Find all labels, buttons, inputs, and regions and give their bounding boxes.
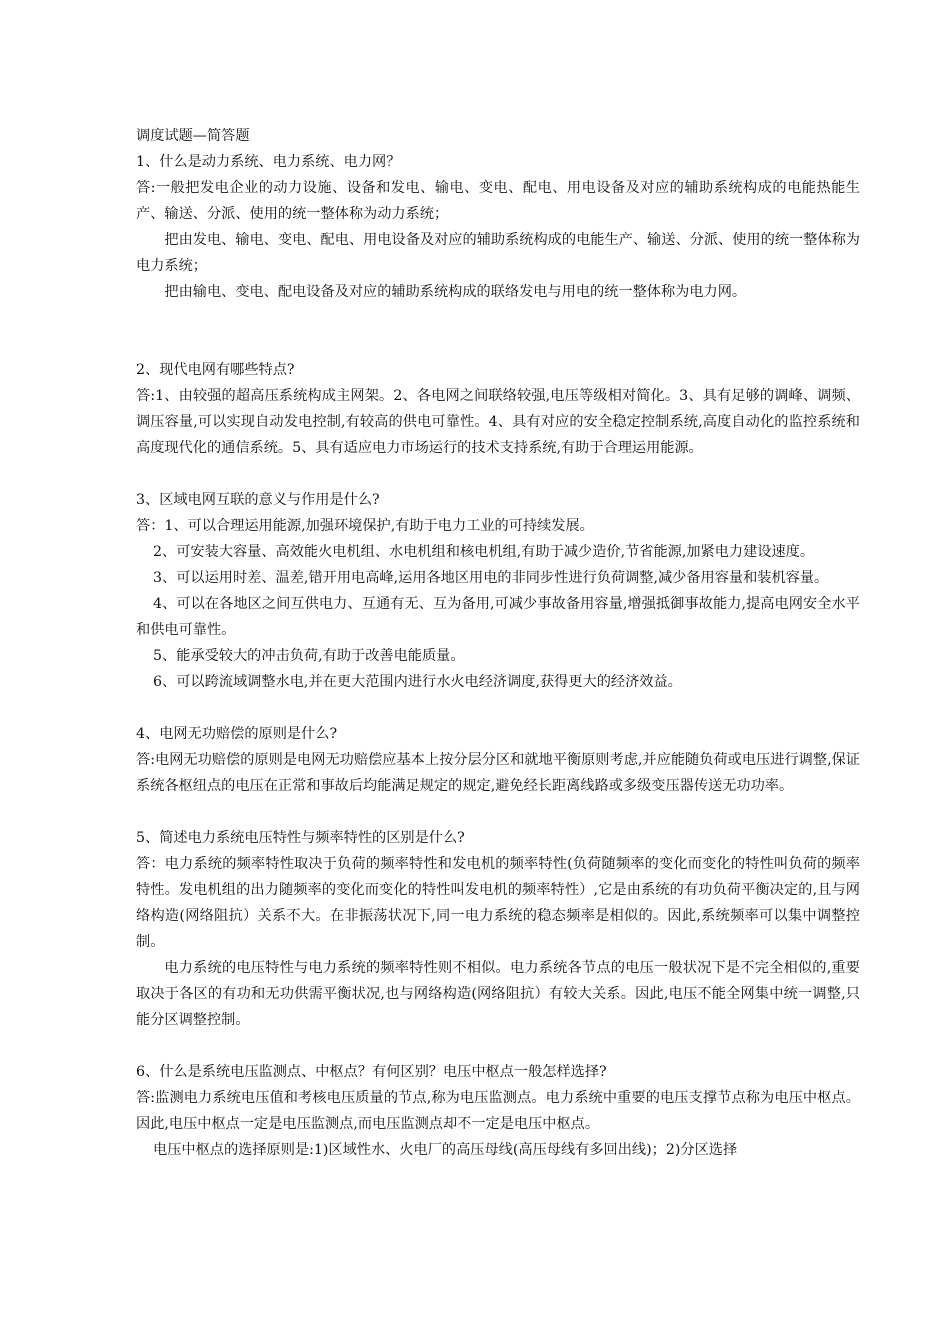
document-title: 调度试题—简答题 — [136, 128, 250, 144]
question-section-1 — [136, 149, 860, 305]
question-heading: 4、电网无功赔偿的原则是什么? — [136, 726, 338, 742]
section-spacer — [136, 695, 860, 721]
answer-paragraph: 电力系统的电压特性与电力系统的频率特性则不相似。电力系统各节点的电压一般状况下是不完全相似的,重要取决于各区的有功和无功供需平衡状况,也与网络构造(网络阻抗）有较大关系。因此,电压不能全网集中统一调整,只能分区调整控制。 — [136, 960, 860, 1028]
answer-paragraph: 6、可以跨流域调整水电,并在更大范围内进行水火电经济调度,获得更大的经济效益。 — [153, 674, 682, 690]
answer-paragraph: 把由发电、输电、变电、配电、用电设备及对应的辅助系统构成的电能生产、输送、分派、使用的统一整体称为电力系统； — [136, 232, 860, 274]
question-section-2 — [136, 357, 860, 461]
question-section-4 — [136, 721, 860, 799]
section-spacer — [136, 305, 860, 357]
answer-paragraph: 答：1、可以合理运用能源,加强环境保护,有助于电力工业的可持续发展。 — [136, 518, 594, 534]
answer-paragraph: 答:一般把发电企业的动力设施、设备和发电、输电、变电、配电、用电设备及对应的辅助系统构成的电能热能生产、输送、分派、使用的统一整体称为动力系统； — [136, 180, 860, 222]
answer-paragraph: 把由输电、变电、配电设备及对应的辅助系统构成的联络发电与用电的统一整体称为电力网。 — [164, 284, 747, 300]
section-spacer — [136, 461, 860, 487]
section-spacer — [136, 799, 860, 825]
answer-paragraph: 答:1、由较强的超高压系统构成主网架。2、各电网之间联络较强,电压等级相对简化。3、具有足够的调峰、调频、调压容量,可以实现自动发电控制,有较高的供电可靠性。4、具有对应的安全稳定控制系统,高度自动化的监控系统和高度现代化的通信系统。5、具有适应电力市场运行的技术支持系统,有助于合理运用能源。 — [136, 388, 860, 456]
answer-paragraph: 5、能承受较大的冲击负荷,有助于改善电能质量。 — [153, 648, 465, 664]
question-heading: 1、什么是动力系统、电力系统、电力网？ — [136, 154, 401, 170]
answer-paragraph: 答：电力系统的频率特性取决于负荷的频率特性和发电机的频率特性(负荷随频率的变化而变化的特性叫负荷的频率特性。发电机组的出力随频率的变化而变化的特性叫发电机的频率特性）,它是由系统的有功负荷平衡决定的,且与网络构造(网络阻抗）关系不大。在非振荡状况下,同一电力系统的稳态频率是相似的。因此,系统频率可以集中调整控制。 — [136, 856, 860, 950]
question-section-5 — [136, 825, 860, 1033]
answer-paragraph: 电压中枢点的选择原则是:1)区域性水、火电厂的高压母线(高压母线有多回出线)；2)分区选择 — [153, 1142, 738, 1158]
answer-paragraph: 3、可以运用时差、温差,错开用电高峰,运用各地区用电的非同步性进行负荷调整,减少备用容量和装机容量。 — [153, 570, 829, 586]
question-section-6 — [136, 1059, 860, 1163]
answer-paragraph: 2、可安装大容量、高效能火电机组、水电机组和核电机组,有助于减少造价,节省能源,加紧电力建设速度。 — [153, 544, 815, 560]
section-spacer — [136, 1033, 860, 1059]
answer-paragraph: 答:监测电力系统电压值和考核电压质量的节点,称为电压监测点。电力系统中重要的电压支撑节点称为电压中枢点。因此,电压中枢点一定是电压监测点,而电压监测点却不一定是电压中枢点。 — [136, 1090, 860, 1132]
question-heading: 5、简述电力系统电压特性与频率特性的区别是什么? — [136, 830, 465, 846]
question-section-3 — [136, 487, 860, 695]
document-page — [136, 123, 860, 1163]
question-heading: 3、区域电网互联的意义与作用是什么? — [136, 492, 380, 508]
answer-paragraph: 4、可以在各地区之间互供电力、互通有无、互为备用,可减少事故备用容量,增强抵御事故能力,提高电网安全水平和供电可靠性。 — [136, 596, 860, 638]
answer-paragraph: 答:电网无功赔偿的原则是电网无功赔偿应基本上按分层分区和就地平衡原则考虑,并应能随负荷或电压进行调整,保证系统各枢纽点的电压在正常和事故后均能满足规定的规定,避免经长距离线路或多级变压器传送无功功率。 — [136, 752, 860, 794]
question-heading: 2、现代电网有哪些特点? — [136, 362, 295, 378]
question-heading: 6、什么是系统电压监测点、中枢点？有何区别？电压中枢点一般怎样选择? — [136, 1064, 607, 1080]
